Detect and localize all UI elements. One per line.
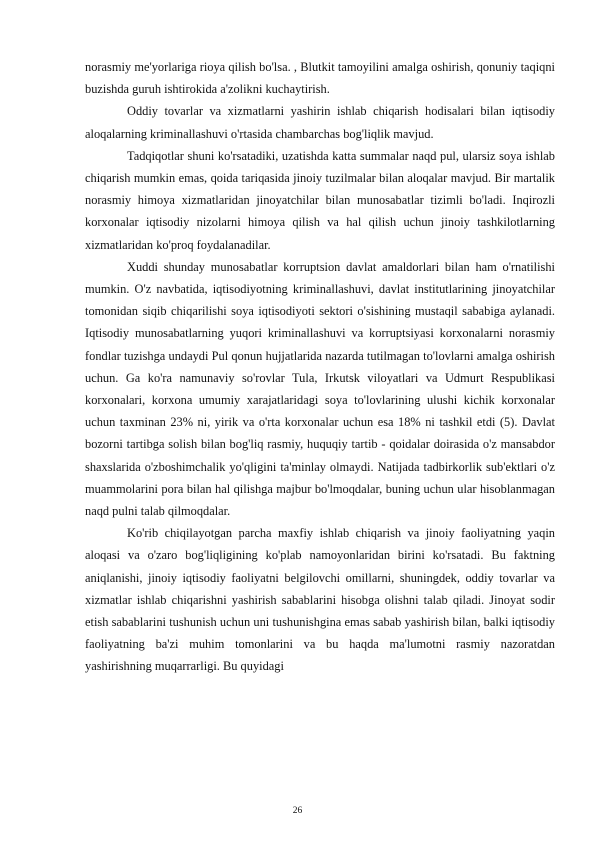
body-text — [85, 56, 555, 678]
paragraph: Xuddi shunday munosabatlar korruptsion davlat amaldorlari bilan ham o'rnatilishi mumkin. O'z navbatida, iqtisodiyotning kriminallashuvi, davlat institutlarining jinoyatchilar tomonidan siqib chiqarilishi soya iqtisodiyoti sektori o'sishining mustaqil sababiga aylanadi. Iqtisodiy munosabatlarning yuqori kriminallashuvi va korruptsiyasi korxonalarni norasmiy fondlar tuzishga undaydi Pul qonun hujjatlarida nazarda tutilmagan to'lovlarni amalga oshirish uchun. Ga ko'ra namunaviy so'rovlar Tula, Irkutsk viloyatlari va Udmurt Respublikasi korxonalari, korxona umumiy xarajatlaridagi soya to'lovlarining ulushi kichik korxonalar uchun taxminan 23% ni, yirik va o'rta korxonalar uchun esa 18% ni tashkil etdi (5). Davlat bozorni tartibga solish bilan bog'liq rasmiy, huquqiy tartib - qoidalar doirasida o'z mansabdor shaxslarida o'zboshimchalik yo'qligini ta'minlay olmaydi. Natijada tadbirkorlik sub'ektlari o'z muammolarini pora bilan hal qilishga majbur bo'lmoqdalar, buning uchun ular hisoblanmagan naqd pulni talab qilmoqdalar. — [85, 259, 555, 519]
paragraph: Ko'rib chiqilayotgan parcha maxfiy ishlab chiqarish va jinoiy faoliyatning yaqin aloqasi va o'zaro bog'liqligining ko'plab namoyonlaridan birini ko'rsatadi. Bu faktning aniqlanishi, jinoiy iqtisodiy faoliyatni belgilovchi omillarni, shuningdek, oddiy tovarlar va xizmatlar ishlab chiqarishni yashirish sabablarini hisobga olishni talab qiladi. Jinoyat sodir etish sabablarini tushunish uchun uni tushunishgina emas sabab yashirish bilan, balki iqtisodiy faoliyatning ba'zi muhim tomonlarini va bu haqda ma'lumotni rasmiy nazoratdan yashirishning muqarrarligi. Bu quyidagi — [85, 526, 555, 674]
paragraph: Tadqiqotlar shuni ko'rsatadiki, uzatishda katta summalar naqd pul, ularsiz soya ishlab chiqarish mumkin emas, qoida tariqasida jinoiy tuzilmalar bilan aloqalar mavjud. Bir martalik norasmiy himoya xizmatlaridan jinoyatchilar bilan munosabatlar tizimli bo'ladi. Inqirozli korxonalar iqtisodiy nizolarni himoya qilish va hal qilish uchun jinoiy tashkilotlarning xizmatlaridan ko'proq foydalanadilar. — [85, 148, 555, 252]
paragraph-continuation: norasmiy me'yorlariga rioya qilish bo'lsa. , Blutkit tamoyilini amalga oshirish, qonuniy taqiqni buzishda guruh ishtirokida a'zolikni kuchaytirish. — [85, 60, 555, 97]
page-number: 26 — [292, 806, 303, 816]
paragraph: Oddiy tovarlar va xizmatlarni yashirin ishlab chiqarish hodisalari bilan iqtisodiy aloqalarning kriminallashuvi o'rtasida chambarchas bog'liqlik mavjud. — [85, 104, 555, 141]
